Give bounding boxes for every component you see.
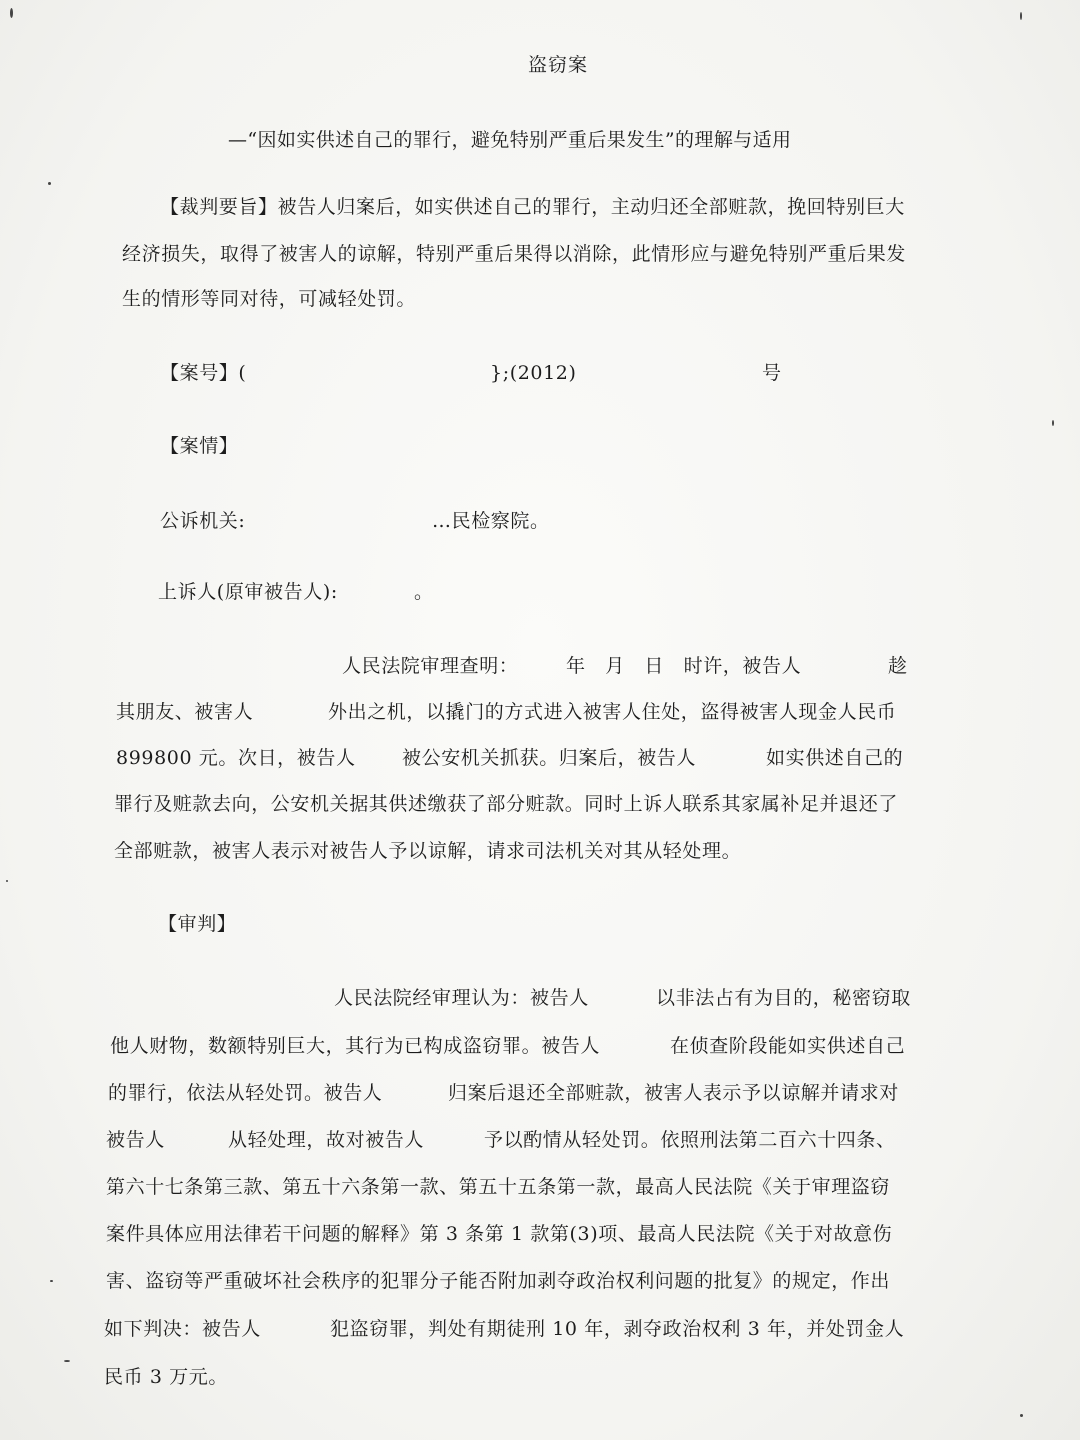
scan-speck [6,880,8,882]
scan-speck [48,182,51,185]
facts-line-3b: 被公安机关抓获。归案后，被告人 [402,747,697,769]
judgment-line-5: 第六十七条第三款、第五十六条第一款、第五十五条第一款，最高人民法院《关于审理盗窃 [106,1176,891,1198]
judgment-line-1a: 人民法院经审理认为：被告人 [334,987,589,1009]
facts-line-2a: 其朋友、被害人 [116,701,254,723]
trial-heading: 【审判】 [158,913,237,935]
prosecutor-value: …民检察院。 [432,510,550,532]
facts-line-4: 罪行及赃款去向，公安机关据其供述缴获了部分赃款。同时上诉人联系其家属补足并退还了 [114,793,899,815]
case-number-year: };(2012) [490,362,577,384]
case-heading: 【案情】 [160,435,239,457]
judgment-line-6: 案件具体应用法律若干问题的解释》第 3 条第 1 款第(3)项、最高人民法院《关于对故意伤 [106,1223,893,1245]
judgment-line-2a: 他人财物，数额特别巨大，其行为已构成盗窃罪。被告人 [110,1035,601,1057]
facts-line-5: 全部赃款，被害人表示对被告人予以谅解，请求司法机关对其从轻处理。 [114,840,742,862]
judgment-line-8a: 如下判决：被告人 [104,1318,261,1340]
judgment-line-8b: 犯盗窃罪，判处有期徒刑 10 年，剥夺政治权利 3 年，并处罚金人 [330,1318,905,1340]
scan-speck [1052,420,1054,426]
summary-line-1: 【裁判要旨】被告人归案后，如实供述自己的罪行，主动归还全部赃款，挽回特别巨大 [160,196,905,218]
judgment-line-2b: 在侦查阶段能如实供述自己 [670,1035,906,1057]
judgment-line-3b: 归案后退还全部赃款，被害人表示予以谅解并请求对 [448,1082,899,1104]
facts-line-1b: 年 月 日 时许，被告人 [566,655,802,677]
facts-line-3c: 如实供述自己的 [766,747,904,769]
scan-speck [64,1360,70,1362]
document-title: 盗窃案 [528,54,589,76]
judgment-line-9: 民币 3 万元。 [104,1366,228,1388]
scan-speck [1020,12,1022,20]
judgment-line-4c: 予以酌情从轻处罚。依照刑法第二百六十四条、 [484,1129,896,1151]
facts-line-3a: 899800 元。次日，被告人 [116,747,356,769]
scan-speck [10,8,13,18]
prosecutor-label: 公诉机关: [160,510,246,532]
summary-line-3: 生的情形等同对待，可减轻处罚。 [122,288,417,310]
scan-speck [1020,1414,1023,1417]
summary-line-2: 经济损失，取得了被害人的谅解，特别严重后果得以消除，此情形应与避免特别严重后果发 [122,243,907,265]
document-subtitle: —“因如实供述自己的罪行，避免特别严重后果发生”的理解与适用 [228,129,792,151]
judgment-line-4b: 从轻处理，故对被告人 [228,1129,425,1151]
judgment-line-3a: 的罪行，依法从轻处罚。被告人 [108,1082,383,1104]
facts-line-2b: 外出之机，以撬门的方式进入被害人住处，盗得被害人现金人民币 [328,701,897,723]
scan-speck [50,1280,53,1282]
judgment-line-1b: 以非法占有为目的，秘密窃取 [656,987,911,1009]
judgment-line-7: 害、盗窃等严重破坏社会秩序的犯罪分子能否附加剥夺政治权利问题的批复》的规定，作出 [106,1270,891,1292]
case-number-label: 【案号】( [160,362,247,384]
judgment-line-4a: 被告人 [106,1129,165,1151]
case-number-suffix: 号 [762,362,782,384]
facts-line-1a: 人民法院审理查明： [342,655,519,677]
appellant-value: 。 [414,581,434,603]
appellant-label: 上诉人(原审被告人): [158,581,338,603]
facts-line-1c: 趁 [888,655,908,677]
